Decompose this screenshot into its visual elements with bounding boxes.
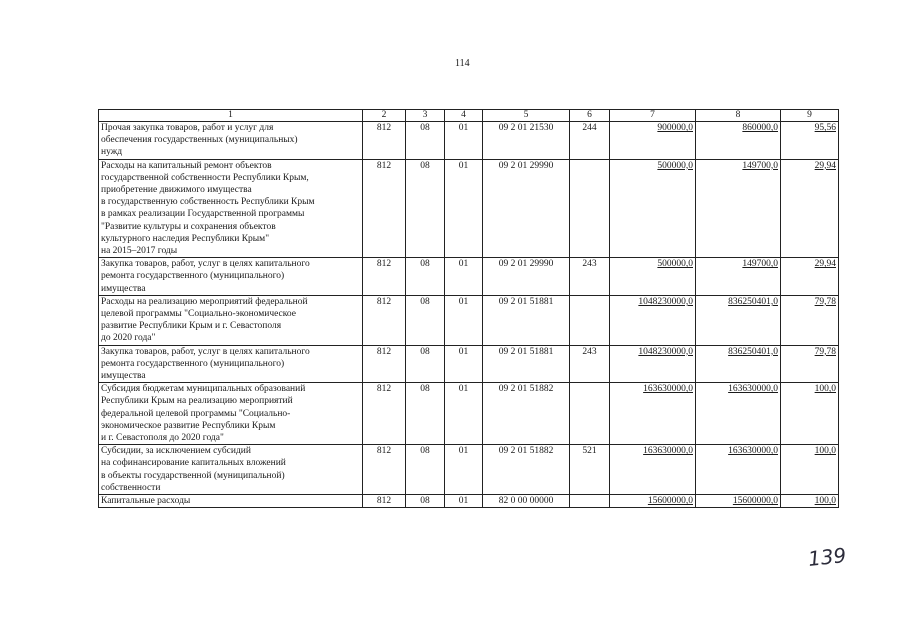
section-code: 08 [406,383,445,445]
column-header: 7 [610,110,696,122]
table-row [99,258,839,296]
executed-amount: 860000,0 [696,122,781,160]
expense-type-code: 244 [570,122,610,160]
executed-amount: 149700,0 [696,159,781,258]
section-code: 08 [406,159,445,258]
row-name: Расходы на капитальный ремонт объектов государственной собственности Республики Крым, приобретение движимого имущества в государственную собственность Республики Крым в рамках реализации Государственной программы "Развитие культуры и сохранения объектов культурного наследия Республики Крым" на 2015–2017 годы [99,159,363,258]
ministry-code: 812 [363,295,406,345]
executed-amount: 15600000,0 [696,495,781,508]
executed-amount: 836250401,0 [696,295,781,345]
column-header: 9 [781,110,839,122]
table-row [99,159,839,258]
table-row [99,295,839,345]
planned-amount: 500000,0 [610,258,696,296]
executed-amount: 163630000,0 [696,445,781,495]
row-name: Закупка товаров, работ, услуг в целях капитального ремонта государственного (муниципального) имущества [99,345,363,383]
expense-type-code: 521 [570,445,610,495]
row-name: Субсидия бюджетам муниципальных образований Республики Крым на реализацию мероприятий федеральной целевой программы "Социально- экономическое развитие Республики Крым и г. Севастополя до 2020 года" [99,383,363,445]
target-article-code: 09 2 01 51882 [483,383,570,445]
row-name: Расходы на реализацию мероприятий федеральной целевой программы "Социально-экономическое развитие Республики Крым и г. Севастополя до 2020 года" [99,295,363,345]
executed-amount: 149700,0 [696,258,781,296]
section-code: 08 [406,122,445,160]
subsection-code: 01 [445,383,483,445]
column-header: 2 [363,110,406,122]
table-row [99,495,839,508]
header-row [99,110,839,122]
expense-type-code [570,295,610,345]
budget-table [98,109,839,508]
subsection-code: 01 [445,495,483,508]
subsection-code: 01 [445,345,483,383]
execution-percent: 29,94 [781,159,839,258]
execution-percent: 100,0 [781,445,839,495]
ministry-code: 812 [363,122,406,160]
subsection-code: 01 [445,258,483,296]
planned-amount: 900000,0 [610,122,696,160]
column-header: 6 [570,110,610,122]
ministry-code: 812 [363,159,406,258]
ministry-code: 812 [363,445,406,495]
section-code: 08 [406,295,445,345]
expense-type-code [570,495,610,508]
executed-amount: 163630000,0 [696,383,781,445]
target-article-code: 09 2 01 29990 [483,159,570,258]
execution-percent: 95,56 [781,122,839,160]
planned-amount: 500000,0 [610,159,696,258]
expense-type-code: 243 [570,258,610,296]
table-row [99,122,839,160]
target-article-code: 09 2 01 51882 [483,445,570,495]
section-code: 08 [406,495,445,508]
section-code: 08 [406,258,445,296]
execution-percent: 79,78 [781,345,839,383]
column-header: 5 [483,110,570,122]
column-header: 3 [406,110,445,122]
planned-amount: 15600000,0 [610,495,696,508]
row-name: Капитальные расходы [99,495,363,508]
execution-percent: 29,94 [781,258,839,296]
table-row [99,345,839,383]
target-article-code: 09 2 01 51881 [483,345,570,383]
ministry-code: 812 [363,383,406,445]
planned-amount: 1048230000,0 [610,295,696,345]
planned-amount: 163630000,0 [610,445,696,495]
ministry-code: 812 [363,495,406,508]
executed-amount: 836250401,0 [696,345,781,383]
column-header: 8 [696,110,781,122]
subsection-code: 01 [445,122,483,160]
target-article-code: 09 2 01 29990 [483,258,570,296]
column-header: 1 [99,110,363,122]
handwritten-sheet-number: 139 [806,543,848,571]
target-article-code: 09 2 01 21530 [483,122,570,160]
planned-amount: 163630000,0 [610,383,696,445]
column-header: 4 [445,110,483,122]
expense-type-code: 243 [570,345,610,383]
expense-type-code [570,383,610,445]
section-code: 08 [406,345,445,383]
target-article-code: 09 2 01 51881 [483,295,570,345]
execution-percent: 100,0 [781,495,839,508]
section-code: 08 [406,445,445,495]
subsection-code: 01 [445,159,483,258]
subsection-code: 01 [445,445,483,495]
row-name: Закупка товаров, работ, услуг в целях капитального ремонта государственного (муниципального) имущества [99,258,363,296]
execution-percent: 79,78 [781,295,839,345]
expense-type-code [570,159,610,258]
row-name: Субсидии, за исключением субсидий на софинансирование капитальных вложений в объекты государственной (муниципальной) собственности [99,445,363,495]
row-name: Прочая закупка товаров, работ и услуг для обеспечения государственных (муниципальных) нужд [99,122,363,160]
ministry-code: 812 [363,258,406,296]
planned-amount: 1048230000,0 [610,345,696,383]
ministry-code: 812 [363,345,406,383]
subsection-code: 01 [445,295,483,345]
target-article-code: 82 0 00 00000 [483,495,570,508]
table-row [99,445,839,495]
execution-percent: 100,0 [781,383,839,445]
table-row [99,383,839,445]
page-number: 114 [455,58,470,69]
